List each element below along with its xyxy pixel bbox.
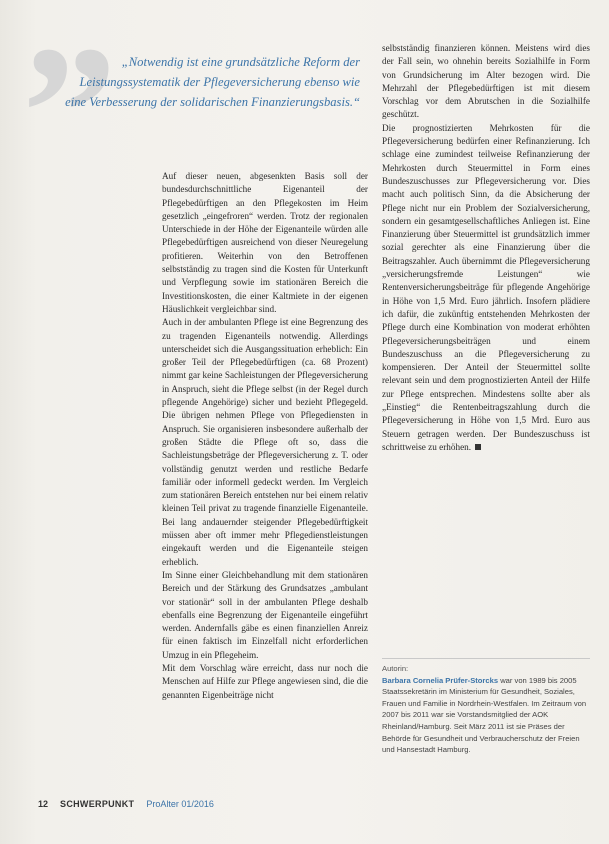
quotation-mark-icon: ” — [22, 8, 117, 218]
author-label: Autorin: — [382, 664, 409, 673]
paragraph: Im Sinne einer Gleichbehandlung mit dem stationären Bereich und der Stärkung des Grundsatzes „ambulant vor stationär“ soll in der ambulanten Pflege deshalb ebenfalls eine Begrenzung der Eigenanteile eingeführt werden. Andernfalls gäbe es einen finanziellen Anreiz für einen faktisch im Einzelfall nicht erforderlichen Umzug in ein Pflegeheim. — [162, 569, 368, 660]
left-text-column — [162, 170, 368, 790]
paragraph: Mit dem Vorschlag wäre erreicht, dass nur noch die Menschen auf Hilfe zur Pflege angewiesen sind, die die genannten Eigenbeiträge nicht — [162, 662, 368, 700]
pull-quote: „Notwendig ist eine grundsätzliche Reform der Leistungssystematik der Pflegeversicherung ebenso wie eine Verbesserung der solidarischen Finanzierungsbasis.“ — [65, 55, 360, 109]
magazine-issue: ProAlter 01/2016 — [146, 799, 214, 809]
paragraph — [382, 122, 590, 454]
paragraph-text: Die prognostizierten Mehrkosten für die Pflegeversicherung bedürfen einer Refinanzierung. Ich schlage eine zumindest teilweise Refinanzierung der Mehrkosten durch Steuermittel in Form eines Bundeszuschusses zur Pflegeversicherung vor. Dies macht auch politisch Sinn, da die Absicherung der Pflege nicht nur ein Problem der Sozialversicherung, sondern ein gesamtgesellschaftliches Anliegen ist. Eine Finanzierung über Steuermittel ist grundsätzlich immer sozial gerechter als eine Finanzierung über die Beitragszahler. Auch übernimmt die Pflegeversicherung „versicherungsfremde Leistungen“ wie Rentenversicherungsbeiträge für pflegende Angehörige in Höhe von 1,5 Mrd. Euro jährlich. Insofern plädiere ich dafür, die zukünftig entstehenden Mehrkosten der Pflege durch eine Kombination von moderat erhöhten Pflegeversicherungsbeiträgen und einem Bundeszuschuss an die Pflegeversicherung zu kompensieren. Der Anteil der Steuermittel sollte relevant sein und dem prognostizierten Anteil der Hilfe zur Pflege entsprechen. Mindestens sollte aber als „Einstieg“ die Rentenbeitragszahlung durch die Pflegeversicherung in Höhe von 1,5 Mrd. Euro aus Steuern getragen werden. Der Bundeszuschuss ist schrittweise zu erhöhen. — [382, 122, 590, 452]
page-footer — [38, 799, 214, 809]
paragraph: Auch in der ambulanten Pflege ist eine Begrenzung des zu tragenden Eigenanteils notwendig. Allerdings unterscheidet sich die Ausgangssituation erheblich: Ein großer Teil der Pflegebedürftigen (ca. 68 Prozent) nimmt gar keine Sachleistungen der Pflegeversicherung in Anspruch, sieht die Pflege selbst (in der Regel durch pflegende Angehörige) sicher und bezieht Pflegegeld. Die übrigen nehmen Pflege von Pflegediensten in Anspruch. Sie organisieren insbesondere außerhalb der großen Städte die Pflege oft so, dass die Sachleistungsbeträge der Pflegeversicherung z. T. oder vollständig genutzt werden und restliche Bedarfe familiär oder informell gedeckt werden. Im Vergleich zum stationären Bereich entstehen nur bei einem relativ kleinen Teil privat zu tragende finanzielle Eigenanteile. Bei lang andauernder steigender Pflegebedürftigkeit müssen aber oft immer mehr Pflegedienstleistungen eingekauft werden und die Eigenanteile steigen erheblich. — [162, 317, 368, 567]
author-bio: war von 1989 bis 2005 Staatssekretärin im Ministerium für Gesundheit, Soziales, Frauen und Familie in Nordrhein-Westfalen. Im Zeitraum von 2007 bis 2011 war sie Vorstandsmitglied der AOK Rheinland/Hamburg. Seit März 2011 ist sie Präses der Behörde für Gesundheit und Verbraucherschutz der Freien und Hansestadt Hamburg. — [382, 675, 587, 755]
section-title: SCHWERPUNKT — [60, 799, 135, 809]
right-text-column — [382, 42, 590, 502]
author-box — [382, 658, 590, 756]
paragraph: selbstständig finanzieren können. Meistens wird dies der Fall sein, wo ohnehin bereits Sozialhilfe in Form von Grundsicherung im Alter bezogen wird. Die Mehrzahl der Pflegebedürftigen ist mit diesem Vorschlag vor dem Abrutschen in die Sozialhilfe geschützt. — [382, 43, 590, 120]
page-number: 12 — [38, 799, 49, 809]
paragraph: Auf dieser neuen, abgesenkten Basis soll der bundesdurchschnittliche Eigenanteil der Pflegebedürftigen an den Pflegekosten im Heim gesetzlich „eingefroren“ werden. Trotz der regionalen Unterschiede in der Höhe der Eigenanteile würden alle Pflegebedürftigen ausreichend von dieser Neuregelung profitieren. Weiterhin von den Betroffenen selbstständig zu tragen sind die Kosten für Unterkunft und Verpflegung sowie im stationären Bereich die Investitionskosten, die einer Kaltmiete in der eigenen Häuslichkeit vergleichbar sind. — [162, 171, 368, 314]
author-name: Barbara Cornelia Prüfer-Storcks — [382, 675, 499, 685]
end-mark-icon — [475, 444, 481, 450]
